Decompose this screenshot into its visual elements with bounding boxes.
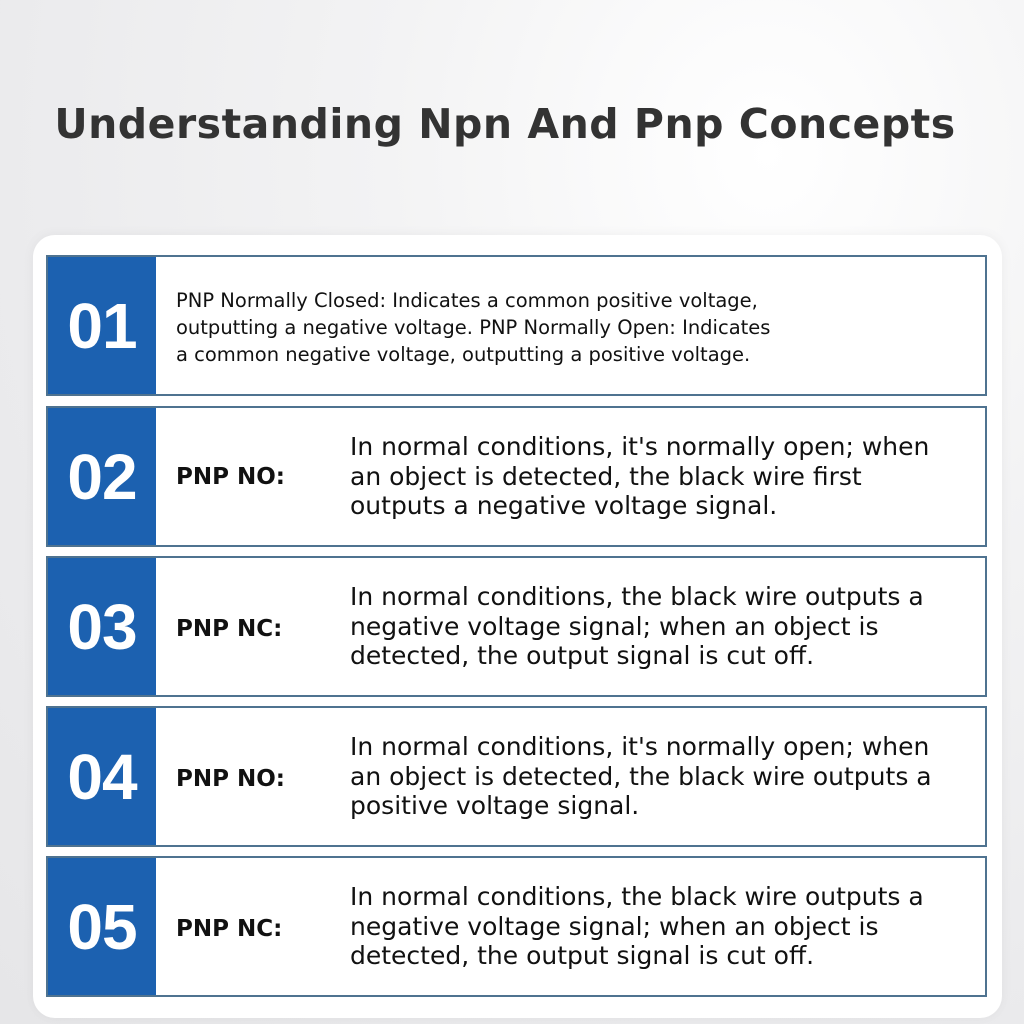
description-line: In normal conditions, the black wire outputs a xyxy=(350,582,924,611)
description-line: detected, the output signal is cut off. xyxy=(350,641,815,670)
concept-card-04 xyxy=(46,706,987,847)
description-line: outputting a negative voltage. PNP Normally Open: Indicates xyxy=(176,316,771,339)
concept-card-05 xyxy=(46,856,987,997)
item-description xyxy=(350,432,970,521)
description-line: an object is detected, the black wire outputs a xyxy=(350,761,932,791)
description-line: a common negative voltage, outputting a positive voltage. xyxy=(176,343,751,366)
description-line: In normal conditions, the black wire outputs a xyxy=(350,882,924,911)
description-line: PNP Normally Closed: Indicates a common positive voltage, xyxy=(176,289,758,312)
item-number: 04 xyxy=(67,740,137,813)
description-line: an object is detected, the black wire first xyxy=(350,461,862,491)
item-label: PNP NC: xyxy=(176,616,283,642)
page-title: Understanding Npn And Pnp Concepts xyxy=(54,100,956,148)
description-line: detected, the output signal is cut off. xyxy=(350,941,815,970)
number-badge xyxy=(48,257,156,394)
concept-card-01 xyxy=(46,255,987,396)
item-description xyxy=(350,582,970,671)
description-line: negative voltage signal; when an object is xyxy=(350,611,879,641)
item-label: PNP NO: xyxy=(176,766,285,792)
item-label: PNP NC: xyxy=(176,916,283,942)
description-line: positive voltage signal. xyxy=(350,791,640,820)
number-badge xyxy=(48,408,156,545)
description-line: In normal conditions, it's normally open; when xyxy=(350,432,930,461)
item-description xyxy=(350,882,970,971)
item-number: 05 xyxy=(67,890,137,963)
description-line: negative voltage signal; when an object is xyxy=(350,911,879,941)
description-line: outputs a negative voltage signal. xyxy=(350,491,778,520)
number-badge xyxy=(48,708,156,845)
item-label: PNP NO: xyxy=(176,464,285,490)
item-number: 02 xyxy=(67,440,137,513)
number-badge xyxy=(48,558,156,695)
description-line: In normal conditions, it's normally open; when xyxy=(350,732,930,761)
number-badge xyxy=(48,858,156,995)
item-number: 01 xyxy=(67,289,137,362)
concept-card-03 xyxy=(46,556,987,697)
item-number: 03 xyxy=(67,590,137,663)
item-description xyxy=(176,287,826,368)
concept-card-02 xyxy=(46,406,987,547)
item-description xyxy=(350,732,970,821)
